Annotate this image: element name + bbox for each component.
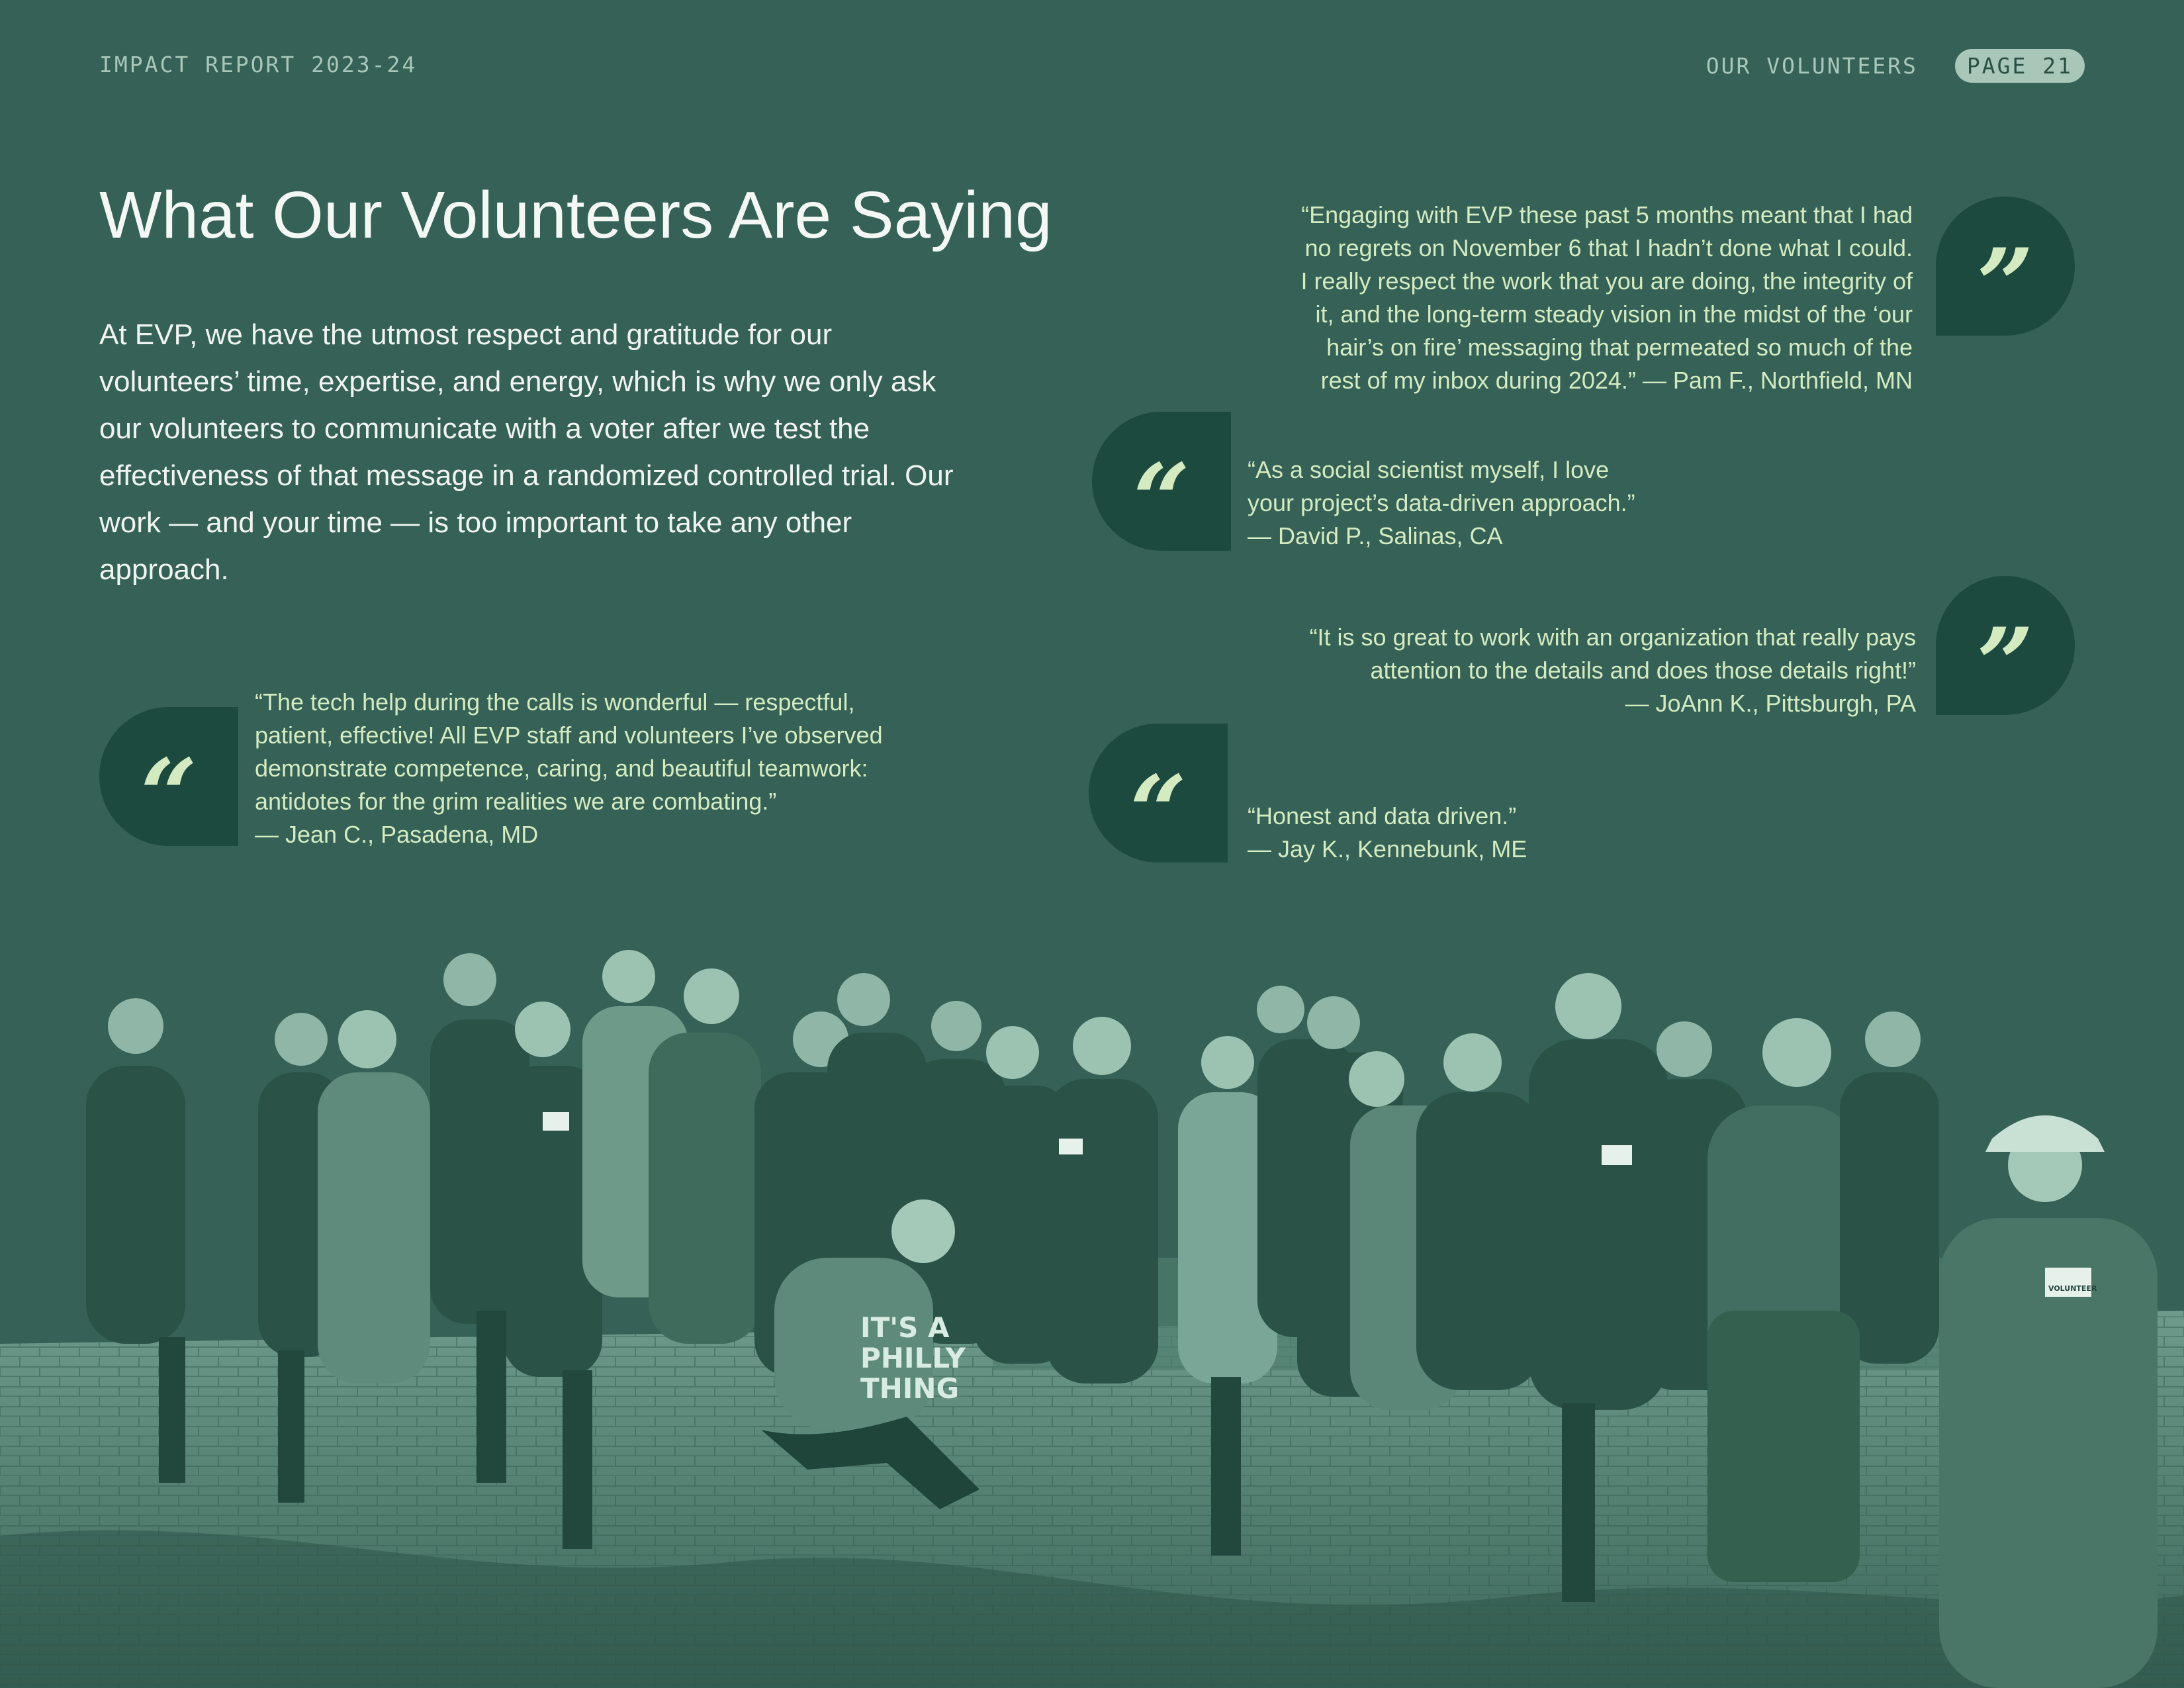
quote-david: “As a social scientist myself, I love your project’s data-driven approach.” — David P., Salinas, CA	[1248, 456, 1635, 549]
quote-jay: “Honest and data driven.” — Jay K., Kennebunk, ME	[1248, 802, 1527, 863]
header-right	[1706, 49, 2085, 83]
quote-bubble-close-icon: ”	[1936, 576, 2075, 715]
intro-paragraph: At EVP, we have the utmost respect and gratitude for our volunteers’ time, expertise, and energy, which is why we only ask our volunteers to communicate with a voter after we test the effectiveness of that message in a randomized controlled trial. Our work — and your time — is too important to take any other approach.	[99, 318, 954, 586]
section-label: OUR VOLUNTEERS	[1706, 53, 1918, 79]
quote-jean: “The tech help during the calls is wonderful — respectful, patient, effective! All EVP staff and volunteers I’ve observed demonstrate competence, caring, and beautiful teamwork: antidotes for the grim realities we are combating.” — Jean C., Pasadena, MD	[255, 688, 883, 848]
report-label: IMPACT REPORT 2023-24	[99, 52, 418, 77]
quote-bubble-open-icon: “	[99, 707, 238, 846]
quote-bubble-close-icon: ”	[1936, 197, 2075, 336]
volunteer-badge-text: VOLUNTEER	[2048, 1284, 2097, 1293]
shirt-text: IT'S A PHILLY THING	[860, 1311, 966, 1405]
quote-bubble-open-icon: “	[1089, 724, 1228, 863]
quote-pam: “Engaging with EVP these past 5 months meant that I had no regrets on November 6 that I hadn’t done what I could. I really respect the work that you are doing, the integrity of it, and the long-term steady vision in the midst of the ‘our hair’s on fire’ messaging that permeated so much of the rest of my inbox during 2024.” — Pam F., Northfield, MN	[1300, 201, 1913, 394]
page-number-badge: PAGE 21	[1955, 49, 2085, 83]
quote-joann: “It is so great to work with an organization that really pays attention to the details and does those details right!” — JoAnn K., Pittsburgh, PA	[1309, 624, 1916, 717]
quote-bubble-open-icon: “	[1092, 412, 1231, 551]
page-title: What Our Volunteers Are Saying	[99, 178, 1052, 252]
volunteer-group-photo	[0, 940, 2184, 1688]
